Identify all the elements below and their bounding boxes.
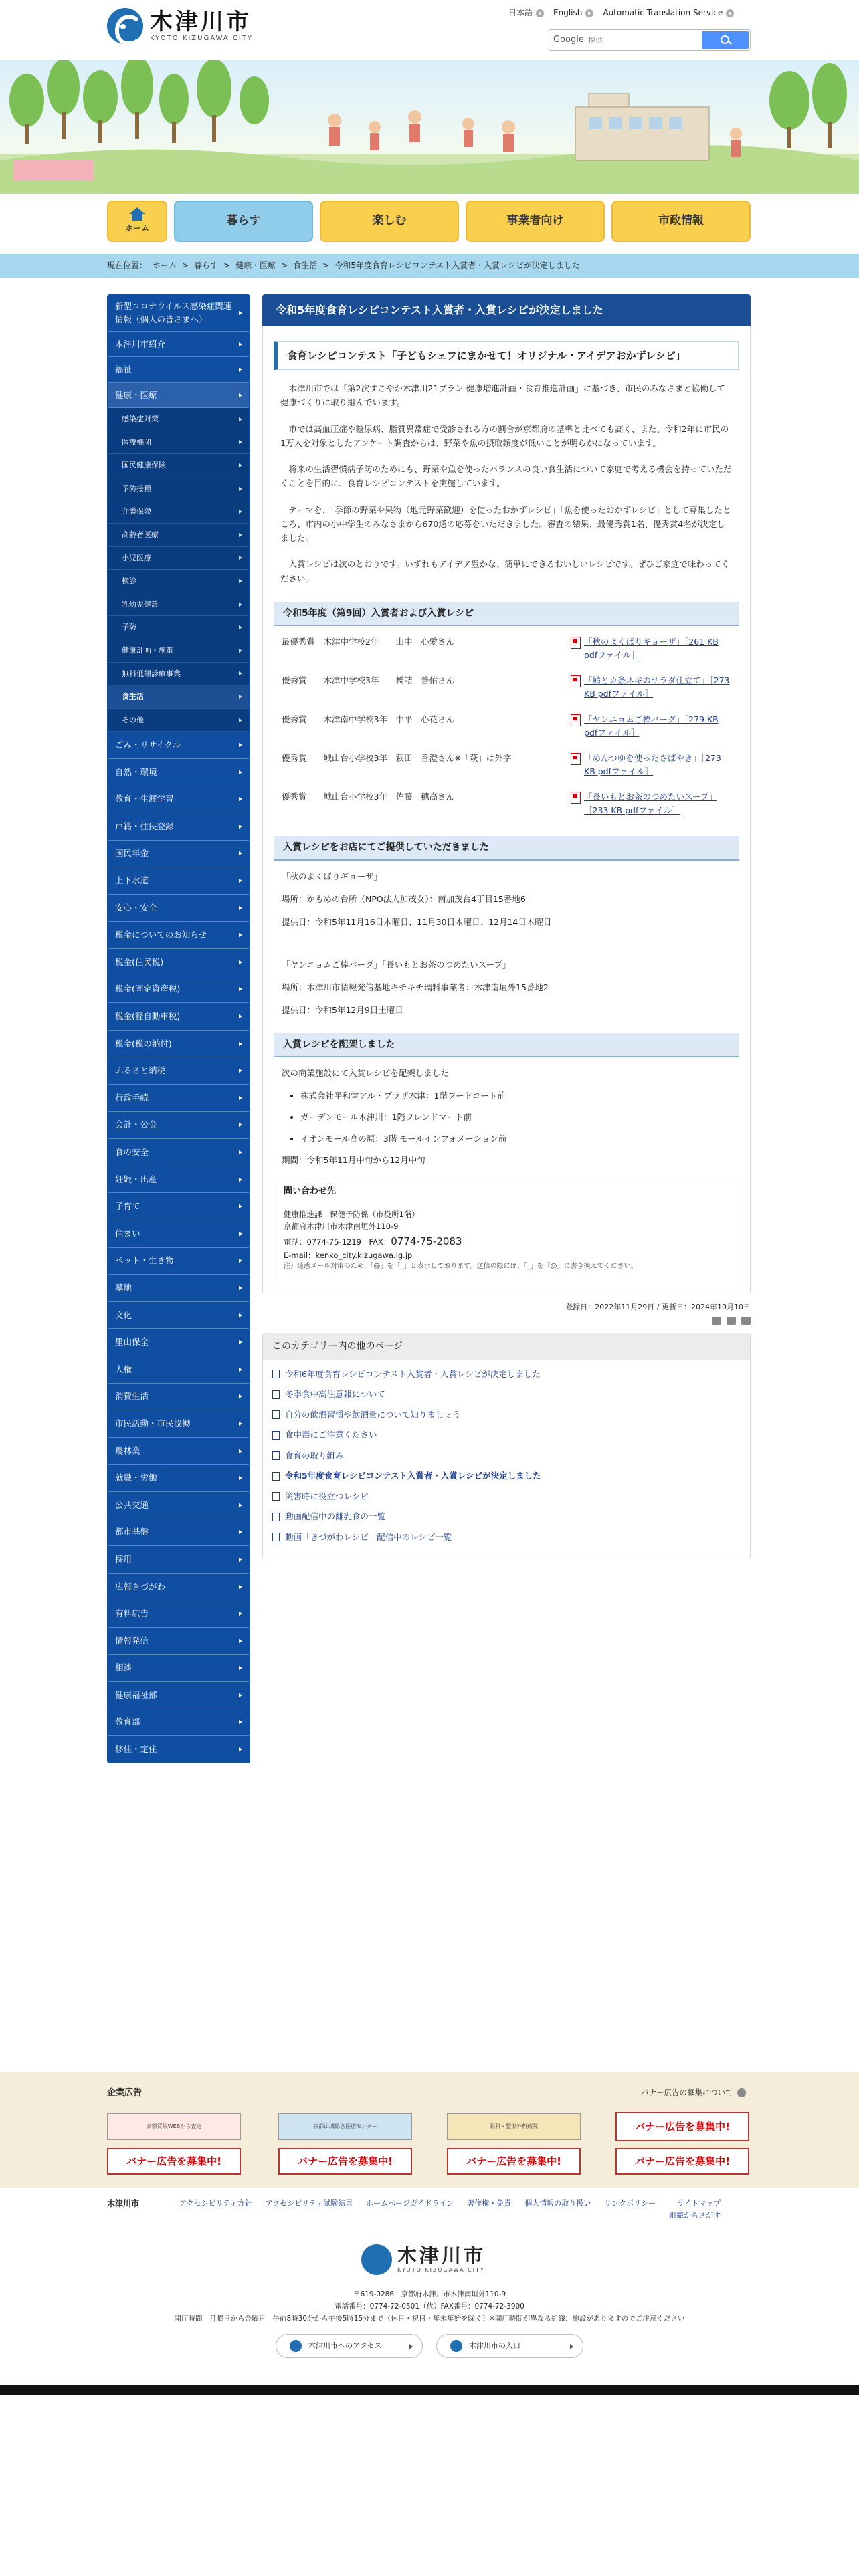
page-title: 令和5年度食育レシピコンテスト入賞者・入賞レシピが決定しました [262,294,751,326]
back-icon[interactable] [727,1317,736,1325]
search-brand: Google [553,34,584,45]
category-link [272,1469,741,1483]
document-icon [272,1370,280,1378]
document-icon [272,1533,280,1541]
contest-heading: 食育レシピコンテスト「子どもシェフにまかせて！オリジナル・アイデアおかずレシピ」 [274,341,739,370]
arrow-circle-icon [536,9,544,17]
article-body [262,326,751,1293]
footer-band [0,2385,859,2395]
winner-row [282,635,731,665]
sidebar-item[interactable]: 税金(住民税) [108,949,249,976]
breadcrumb-home[interactable]: ホーム [153,261,177,270]
sidebar-subitem[interactable]: 予防接種 [108,477,249,501]
sidebar-item[interactable]: 行政手続 [108,1085,249,1112]
sidebar [107,294,250,1763]
category-link-label[interactable]: 動画配信中の離乳食の一覧 [285,1511,386,1522]
category-link-label[interactable]: 自分の飲酒習慣や飲酒量について知りましょう [285,1409,461,1420]
ad-banner[interactable]: バナー広告を募集中! [615,2148,749,2175]
arrow-circle-icon [737,2088,746,2097]
ad-banner[interactable]: 眼科・整形外科病院 [447,2113,581,2140]
footer-link[interactable]: 著作権・免責 [467,2199,512,2208]
ad-banner[interactable]: バナー広告を募集中! [615,2112,749,2141]
document-icon [272,1513,280,1521]
shop-line: 提供日：令和5年12月9日土曜日 [282,1004,403,1015]
category-title: このカテゴリー内の他のページ [263,1333,750,1359]
building-icon [450,2340,462,2352]
sidebar-item[interactable]: 里山保全 [108,1329,249,1356]
page-dates: 登録日：2022年11月29日 / 更新日：2024年10月10日 [565,1302,751,1311]
footer-link[interactable]: 個人情報の取り扱い [524,2199,591,2208]
sidebar-item[interactable]: 安心・安全 [108,895,249,922]
shop-line: 提供日：令和5年11月16日木曜日、11月30日木曜日、12月14日木曜日 [282,916,552,927]
lang-auto-link[interactable]: Automatic Translation Service [603,7,734,19]
sidebar-item[interactable]: 消費生活 [108,1384,249,1411]
footer-address: 〒619-0286 京都府木津川市木津南垣外110-9 電話番号：0774-72-0501（代）FAX番号：0774-72-3900 開庁時間 月曜日から金曜日 午前8時30分から午後5時15分まで（休日・祝日・年末年始を除く）※開庁時間が異なる組織、施設がありますのでご注意ください [174,2290,685,2323]
winner-row [282,674,731,704]
nav-home[interactable]: ホーム [107,201,167,242]
entrance-button[interactable]: 木津川市の入口 [436,2334,583,2358]
footer-org: 木津川市 [107,2199,140,2208]
ad-banner[interactable]: バナー広告を募集中! [447,2148,581,2175]
sidebar-item[interactable]: ふるさと納税 [108,1057,249,1085]
category-link-label[interactable]: 令和6年度食育レシピコンテスト入賞者・入賞レシピが決定しました [285,1368,541,1379]
winners-heading: 令和5年度（第9回）入賞者および入賞レシピ [274,602,739,626]
ad-banner[interactable]: バナー広告を募集中! [107,2148,241,2175]
footer-link[interactable]: サイトマップ [677,2199,721,2208]
winner-row [282,752,731,781]
winner-name: 優秀賞 木津南中学校3年 中平 心花さん [282,714,454,725]
sidebar-subitem[interactable]: 医療機関 [108,431,249,455]
recipe-pdf-link[interactable]: 「鯖とカ条ネギのサラダ仕立て」［273 KB pdfファイル］ [571,674,731,704]
paragraph: 市では高血圧症や糖尿病、脂質異常症で受診される方の割合が京都府の基準と比べても高く、また、令和2年に市民の1万人を対象としたアンケート調査からは、野菜や魚の摂取頻度が低いことが明らかになっています。 [280,423,729,448]
document-icon [272,1390,280,1399]
city-emblem-icon [107,8,143,44]
sidebar-item[interactable]: 移住・定住 [108,1736,249,1763]
shop-line: 「ヤンニョムご棒バーグ」「長いもとお茶のつめたいスープ」 [282,959,511,970]
footer-link[interactable]: 組織からさがす [669,2210,721,2220]
footer-link[interactable]: ホームページガイドライン [366,2199,454,2208]
global-nav [107,201,752,246]
sidebar-item[interactable]: ごみ・リサイクル [108,732,249,759]
sidebar-item[interactable]: 相談 [108,1655,249,1683]
distribution-period: 期間：令和5年11月中旬から12月中旬 [282,1154,425,1165]
sidebar-item[interactable]: 文化 [108,1302,249,1329]
sidebar-item[interactable]: 農林業 [108,1438,249,1465]
sidebar-item[interactable]: 税金(固定資産税) [108,976,249,1004]
page-tools [262,1317,751,1325]
ad-about-link[interactable]: バナー広告の募集について [641,2086,746,2099]
list-item: • イオンモール高の原：3階 モールインフォメーション前 [300,1132,739,1146]
recipe-pdf-link[interactable]: 「長いもとお茶のつめたいスープ」［233 KB pdfファイル］ [571,790,731,820]
sidebar-item[interactable]: 人権 [108,1356,249,1384]
ad-banner[interactable]: 高額買取WEBから査定 [107,2113,241,2140]
contact-note: 注）迷惑メール対策のため、「@」を「_」と表示しております。送信の際には、「_」を「@」に書き換えてください。 [284,1262,638,1270]
contact-fax: 0774-75-2083 [391,1235,462,1247]
ad-title: 企業広告 [107,2088,142,2098]
sidebar-item[interactable]: 健康・医療 [108,383,249,408]
arrow-circle-icon [585,9,593,17]
category-pages [262,1333,751,1558]
breadcrumb-health[interactable]: 健康・医療 [235,261,276,270]
footer-logo [361,2244,486,2275]
city-emblem-icon [361,2244,392,2275]
list-item: • 株式会社平和堂アル・プラザ木津：1階フードコート前 [300,1089,739,1103]
sidebar-item[interactable]: 福祉 [108,357,249,383]
nav-city-info[interactable]: 市政情報 [611,201,751,242]
ad-banner[interactable]: 京都山城総合医療センター [278,2113,412,2140]
category-list [263,1360,750,1558]
sidebar-item[interactable]: 税金(税の納付) [108,1031,249,1058]
document-icon [272,1451,280,1460]
search-button[interactable] [702,31,749,49]
breadcrumb-diet[interactable]: 食生活 [293,261,318,270]
sidebar-item[interactable]: 会計・公金 [108,1112,249,1140]
footer-link[interactable]: リンクポリシー [604,2199,656,2208]
category-link[interactable] [272,1490,741,1503]
site-search [549,29,751,51]
paragraph: 入賞レシピは次のとおりです。いずれもアイデア豊かな、簡単にできるおいしいレシピです。ぜひご家庭で味わってください。 [280,559,730,584]
sidebar-item[interactable]: 戸籍・住民登録 [108,813,249,841]
contact-box [274,1178,739,1279]
category-link-label[interactable]: 冬季食中高注意報について [285,1389,385,1400]
site-name: 木津川市 [150,9,252,35]
nav-enjoy[interactable]: 楽しむ [320,201,459,242]
sidebar-item[interactable]: 妊娠・出産 [108,1166,249,1194]
sidebar-subitem[interactable]: 小児医療 [108,547,249,570]
sidebar-subitem[interactable]: 国民健康保険 [108,454,249,477]
category-link[interactable] [272,1428,741,1442]
sidebar-item[interactable]: 食の安全 [108,1139,249,1166]
arrow-circle-icon [726,9,734,17]
distribution-heading: 入賞レシピを配架しました [274,1033,739,1057]
recipe-pdf-link[interactable]: 「めんつゆを使ったさばやき」［273 KB pdfファイル］ [571,752,731,781]
sidebar-item[interactable]: 税金(軽自動車税) [108,1003,249,1031]
category-link-label[interactable]: 動画「きづがわレシピ」配信中のレシピ一覧 [285,1531,452,1542]
sidebar-item[interactable]: 広報きづがわ [108,1574,249,1601]
footer-links [107,2197,752,2221]
sidebar-item[interactable]: 情報発信 [108,1628,249,1655]
footer-link[interactable]: アクセシビリティ試験結果 [265,2199,353,2208]
sidebar-subitem[interactable]: 高齢者医療 [108,524,249,547]
home-icon [129,207,145,221]
sidebar-item[interactable]: 国民年金 [108,841,249,868]
sidebar-item[interactable]: 教育・生涯学習 [108,786,249,814]
recipe-pdf-link[interactable]: 「秋のよくばりギョーザ」［261 KB pdfファイル］ [571,635,731,665]
recipe-pdf-link[interactable]: 「ヤンニョムご棒バーグ」［279 KB pdfファイル］ [571,713,731,742]
lang-en-link[interactable]: English [553,7,593,19]
sidebar-subitem[interactable]: 介護保険 [108,500,249,524]
sidebar-subitem[interactable]: その他 [108,709,249,732]
winner-row [282,713,731,742]
breadcrumb-bar [0,254,859,278]
document-icon [272,1410,280,1419]
footer-site-name-en: KYOTO KIZUGAWA CITY [397,2266,485,2273]
contact-dept: 健康推進課 保健予防係（市役所1階） [284,1209,419,1219]
category-link[interactable] [272,1510,741,1523]
access-button[interactable]: 木津川市へのアクセス [276,2334,423,2358]
sidebar-subitem[interactable]: 感染症対策 [108,408,249,431]
distribution-intro: 次の商業施設にて入賞レシピを配架しました [282,1067,449,1078]
sidebar-subitem[interactable]: 乳幼児健診 [108,593,249,617]
winner-name: 優秀賞 城山台小学校3年 萩田 香澄さん※「萩」は外字 [282,753,512,764]
sidebar-item[interactable]: 採用 [108,1546,249,1574]
sidebar-item[interactable]: ペット・生き物 [108,1248,249,1275]
main-content [262,294,751,1558]
search-input[interactable] [588,31,702,49]
site-logo[interactable] [107,8,253,44]
sidebar-item[interactable]: 墓地 [108,1275,249,1302]
breadcrumb-current: 令和5年度食育レシピコンテスト入賞者・入賞レシピが決定しました [335,261,580,270]
sidebar-item[interactable]: 都市基盤 [108,1519,249,1547]
map-pin-icon [290,2340,302,2352]
sidebar-item[interactable]: 子育て [108,1193,249,1220]
ad-banner[interactable]: バナー広告を募集中! [278,2148,412,2175]
breadcrumb: 現在位置： ホーム > 暮らす > 健康・医療 > 食生活 > 令和5年度食育レシピコンテスト入賞者・入賞レシピが決定しました [107,259,580,272]
winner-row [282,790,731,820]
nav-living[interactable]: 暮らす [174,201,313,242]
language-links [508,7,734,19]
footer-link[interactable]: アクセシビリティ方針 [179,2199,252,2208]
sidebar-item[interactable]: 公共交通 [108,1492,249,1519]
shop-line: 「秋のよくばりギョーザ」 [282,871,383,881]
contact-phone: 電話：0774-75-1219 FAX：0774-75-2083 [284,1235,462,1247]
category-link[interactable] [272,1368,741,1381]
winner-name: 優秀賞 城山台小学校3年 佐藤 穂高さん [282,792,454,802]
sidebar-item[interactable]: 新型コロナウイルス感染症関連情報（個人の皆さまへ） [108,294,249,332]
document-icon [272,1492,280,1501]
contact-address: 京都府木津川市木津南垣外110-9 [284,1222,399,1232]
ad-section [0,2072,859,2188]
sidebar-item[interactable]: 木津川市紹介 [108,332,249,357]
category-link[interactable] [272,1388,741,1401]
distribution-list [300,1089,739,1146]
nav-business[interactable]: 事業者向け [466,201,605,242]
sidebar-item[interactable]: 自然・環境 [108,759,249,786]
list-item: • ガーデンモール木津川：1階フレンドマート前 [300,1111,739,1124]
footer-site-name: 木津川市 [397,2244,486,2267]
sidebar-subitem[interactable]: 無料低額診療事業 [108,663,249,686]
sidebar-item[interactable]: 有料広告 [108,1600,249,1628]
lang-ja-link[interactable]: 日本語 [508,7,544,19]
contact-email[interactable]: E-mail：kenko_city.kizugawa.lg.jp [284,1250,413,1260]
category-link-label[interactable]: 食中毒にご注意ください [285,1430,377,1440]
sidebar-item[interactable]: 住まい [108,1220,249,1248]
site-footer [0,2234,859,2367]
category-link-label[interactable]: 災害時に役立つレシピ [285,1491,369,1501]
sidebar-item[interactable]: 市民活動・市民協働 [108,1410,249,1438]
sidebar-item[interactable]: 教育部 [108,1709,249,1737]
site-name-en: KYOTO KIZUGAWA CITY [150,35,254,42]
breadcrumb-living[interactable]: 暮らす [194,261,219,270]
sidebar-item[interactable]: 税金についてのお知らせ [108,922,249,949]
category-link[interactable] [272,1408,741,1422]
paragraph: テーマを、「季節の野菜や果物（地元野菜歓迎）を使ったおかずレシピ」「魚を使ったおかずレシピ」として募集したところ、市内の小中学生のみなさまから670通の応募をいただきました。審査の結果、最優秀賞1名、優秀賞4名が決定しました。 [280,504,731,543]
category-link[interactable] [272,1449,741,1463]
document-icon [272,1472,280,1481]
category-link-label[interactable]: 食育の取り組み [285,1450,344,1461]
sidebar-item[interactable]: 上下水道 [108,867,249,895]
paragraph: 木津川市では「第2次すこやか木津川21プラン 健康増進計画・食育推進計画」に基づき、市民のみなさまと協働して健康づくりに取り組んでいます。 [280,383,725,408]
category-link-label: 令和5年度食育レシピコンテスト入賞者・入賞レシピが決定しました [285,1471,541,1481]
header-illustration [0,60,859,194]
category-link[interactable] [272,1531,741,1544]
sidebar-item[interactable]: 就職・労働 [108,1465,249,1492]
contact-title: 問い合わせ先 [284,1186,337,1196]
winner-name: 最優秀賞 木津中学校2年 山中 心愛さん [282,637,454,647]
shop-line: 場所：かもめの台所（NPO法人加茂女）：南加茂台4丁目15番地6 [282,893,526,904]
sidebar-subitem[interactable]: 予防 [108,616,249,639]
footer-buttons [276,2334,583,2358]
shop-line: 場所：木津川市情報発信基地キチキチ璃料事業者：木津南垣外15番地2 [282,982,549,992]
paragraph: 将来の生活習慣病予防のためにも、野菜や魚を使ったバランスの良い食生活について家庭で考える機会を持っていただくことを目的に、食育レシピコンテストを実施しています。 [280,464,732,489]
sidebar-item[interactable]: 健康福祉部 [108,1682,249,1709]
site-header [0,0,859,60]
shop-heading: 入賞レシピをお店にてご提供していただきました [274,836,739,860]
winners-list [274,635,739,820]
page-top-icon[interactable] [741,1317,751,1325]
sidebar-subitem[interactable]: 検診 [108,570,249,593]
sidebar-subitem[interactable]: 食生活 [108,685,249,709]
winner-name: 優秀賞 木津中学校3年 橋詰 善佑さん [282,675,454,686]
sidebar-subitem[interactable]: 健康計画・施策 [108,639,249,663]
document-icon [272,1431,280,1440]
print-icon[interactable] [712,1317,721,1325]
